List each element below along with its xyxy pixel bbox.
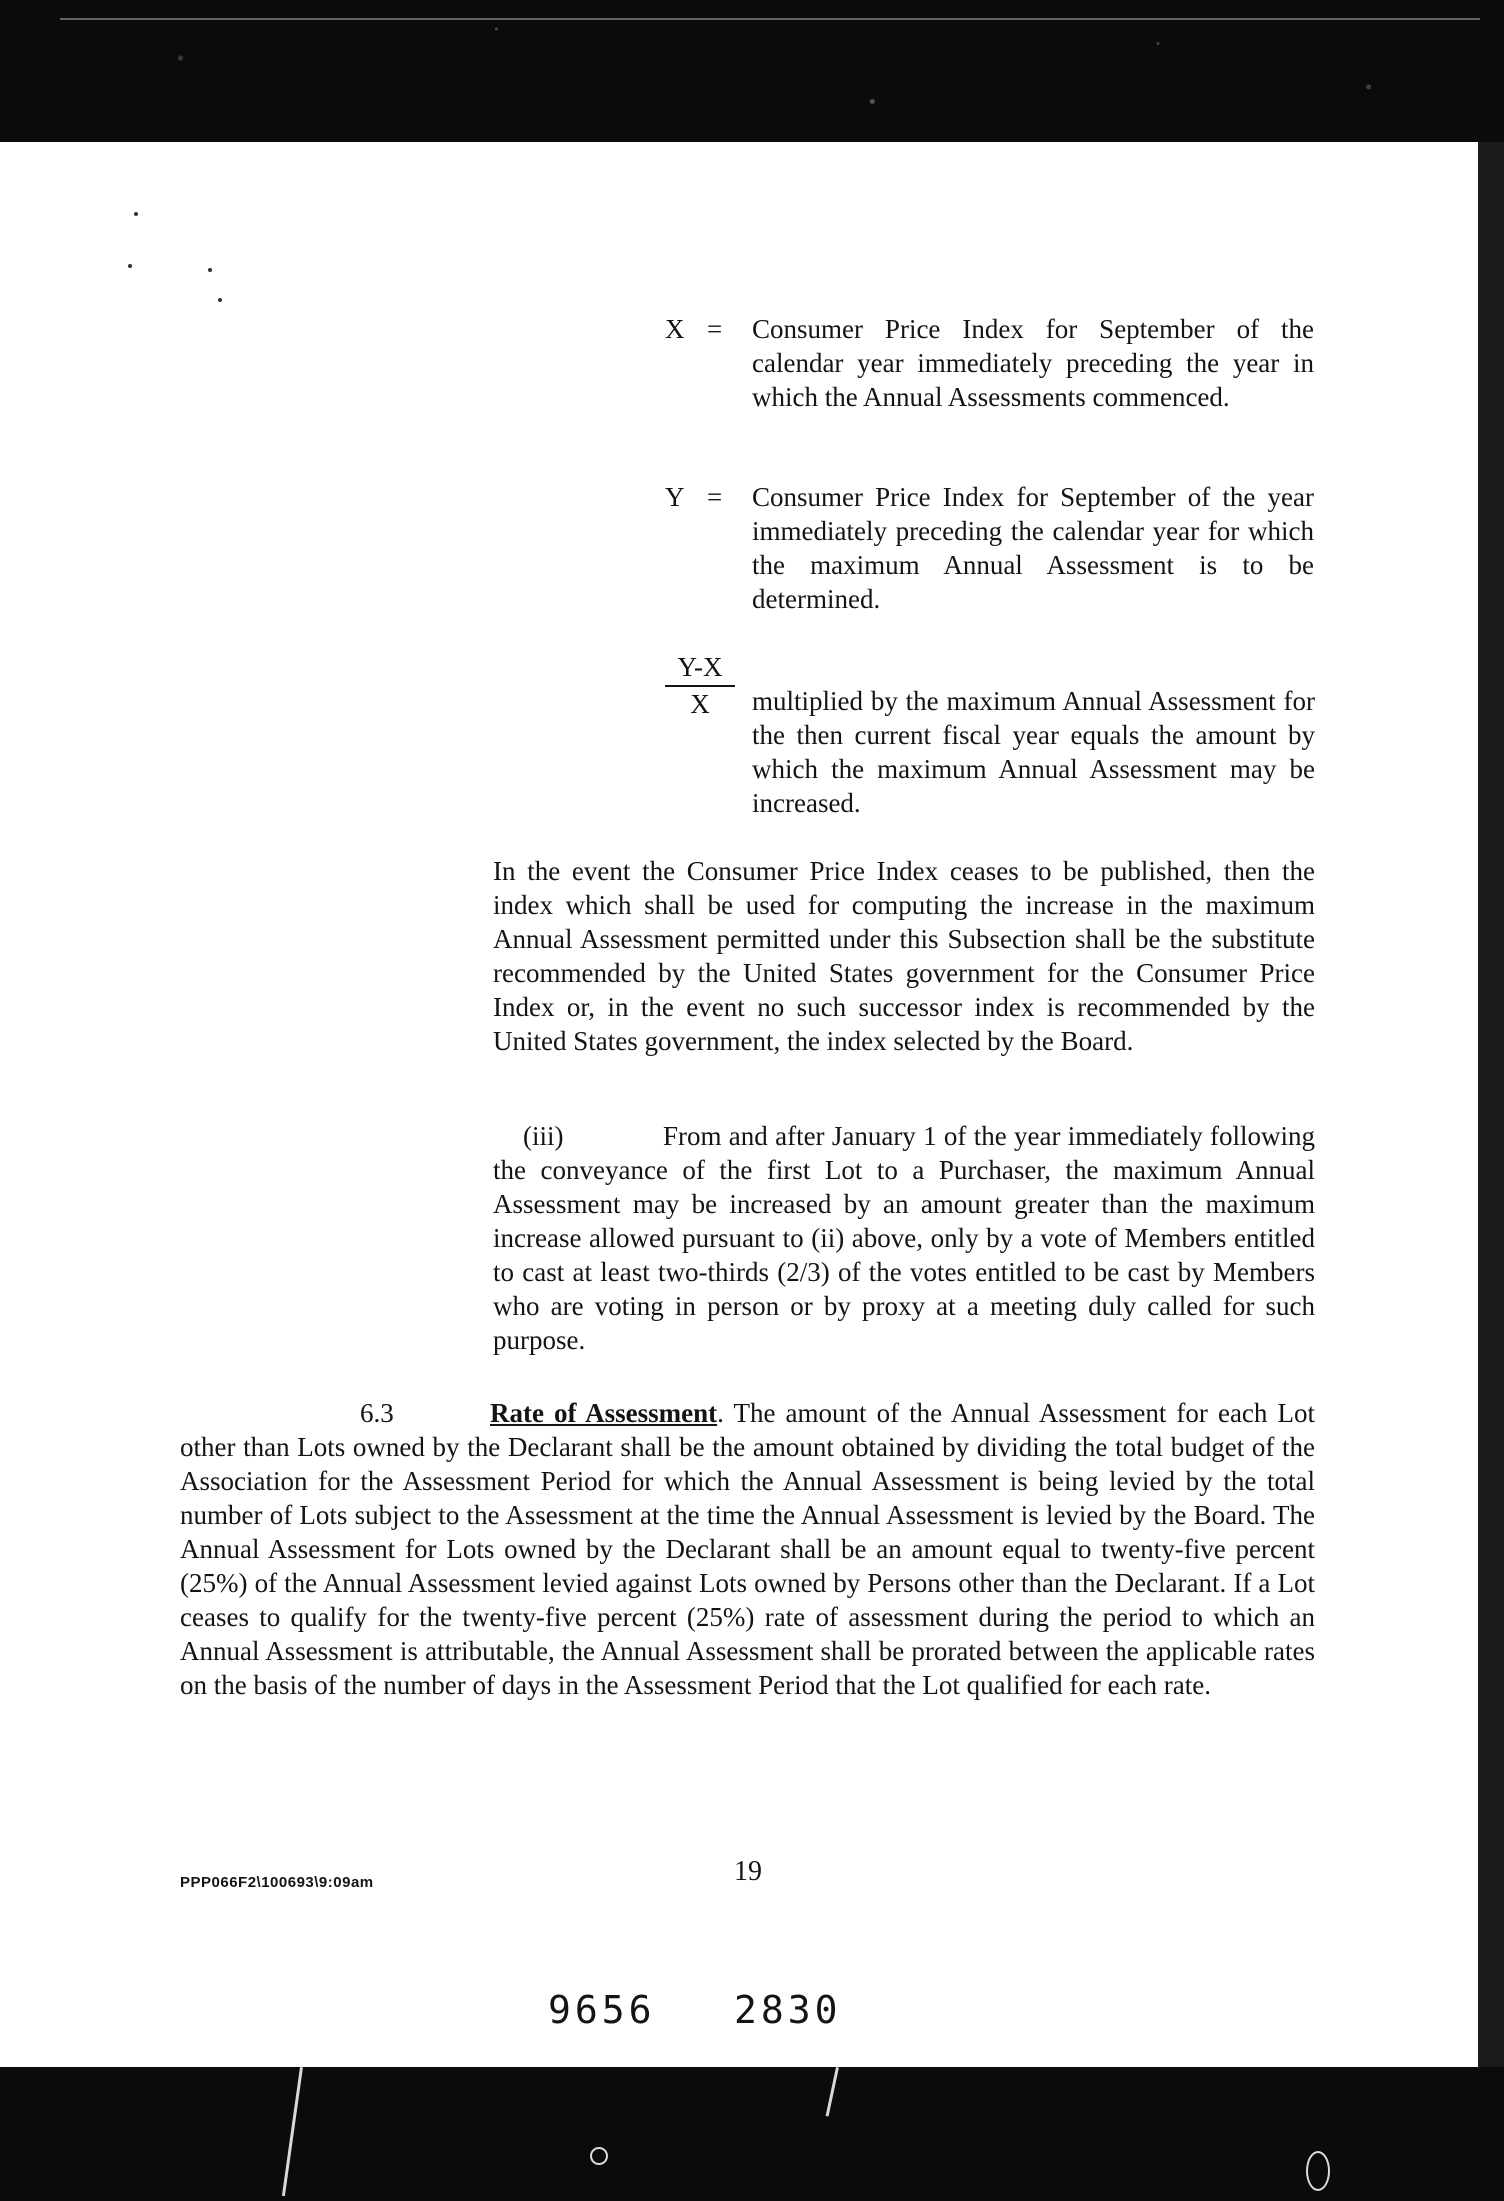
section-body: The amount of the Annual Assessment for each Lot other than Lots owned by the Declarant shall be the amount obtained by dividing the total budget of the Association for the Assessment Period for which the Annual Assessment is being levied by the total number of Lots subject to the Assessment at the time the Annual Assessment is levied by the Board. The Annual Assessment for Lots owned by the Declarant shall be an amount equal to twenty-five percent (25%) of the Annual Assessment levied against Lots owned by Persons other than the Declarant. If a Lot ceases to qualify for the twenty-five percent (25%) rate of assessment during the period to which an Annual Assessment is attributable, the Annual Assessment shall be prorated between the applicable rates on the basis of the number of days in the Assessment Period that the Lot qualified for each rate. [180,1398,1315,1700]
fraction-numerator: Y-X [665,650,735,687]
item-label: (iii) [523,1121,564,1151]
definition-equals: = [707,314,723,344]
margin-speck [134,212,138,216]
scan-border-top [0,0,1504,145]
margin-speck [218,298,222,302]
paragraph-cpi-ceases: In the event the Consumer Price Index ceases to be published, then the index which shall be used for computing the increase in the maximum Annual Assessment permitted under this Subsection shall be the substitute recommended by the United States government for the Consumer Price Index or, in the event no such successor index is recommended by the United States government, the index selected by the Board. [493,856,1315,1056]
scan-border-right [1478,142,1504,2067]
section-heading-period: . [717,1398,724,1428]
paragraph-item-iii [493,1119,1315,1357]
scan-artifact-line [60,18,1480,20]
definition-variable: Y [665,482,685,512]
scan-artifact-ring [1306,2151,1330,2191]
section-number: 6.3 [360,1398,394,1428]
definition-equals: = [707,482,723,512]
definition-variable: X [665,314,685,344]
fraction-denominator: X [690,689,710,719]
document-page [0,142,1478,2067]
item-text: From and after January 1 of the year immediately following the conveyance of the first Lot to a Purchaser, the maximum Annual Assessment may be increased by an amount greater than the maximum increase allowed pursuant to (ii) above, only by a vote of Members entitled to cast at least two-thirds (2/3) of the votes entitled to be cast by Members who are voting in person or by proxy at a meeting duly called for such purpose. [493,1121,1315,1355]
page-number: 19 [734,1856,762,1887]
document-code: PPP066F2\100693\9:09am [180,1874,374,1891]
margin-speck [128,264,132,268]
recording-stamp-left: 9656 [548,1988,656,2032]
definition-y [665,480,1315,620]
definition-x [665,312,1315,452]
fraction-formula [665,650,735,721]
fraction-explanation: multiplied by the maximum Annual Assessment for the then current fiscal year equals the amount by which the maximum Annual Assessment may be increased. [752,686,1315,818]
scan-artifact-ring [590,2147,608,2165]
section-6-3 [180,1396,1315,1702]
scan-artifact-stroke [282,2067,303,2196]
definition-text: Consumer Price Index for September of the year immediately preceding the calendar year for which the maximum Annual Assessment is to be determined. [752,482,1314,614]
section-heading: Rate of Assessment [490,1398,718,1428]
definition-text: Consumer Price Index for September of the calendar year immediately preceding the year in which the Annual Assessments commenced. [752,314,1314,412]
margin-speck [208,268,212,272]
scan-artifact-stroke [826,2067,839,2117]
recording-stamp-right: 2830 [734,1988,842,2032]
scan-border-bottom [0,2067,1504,2201]
